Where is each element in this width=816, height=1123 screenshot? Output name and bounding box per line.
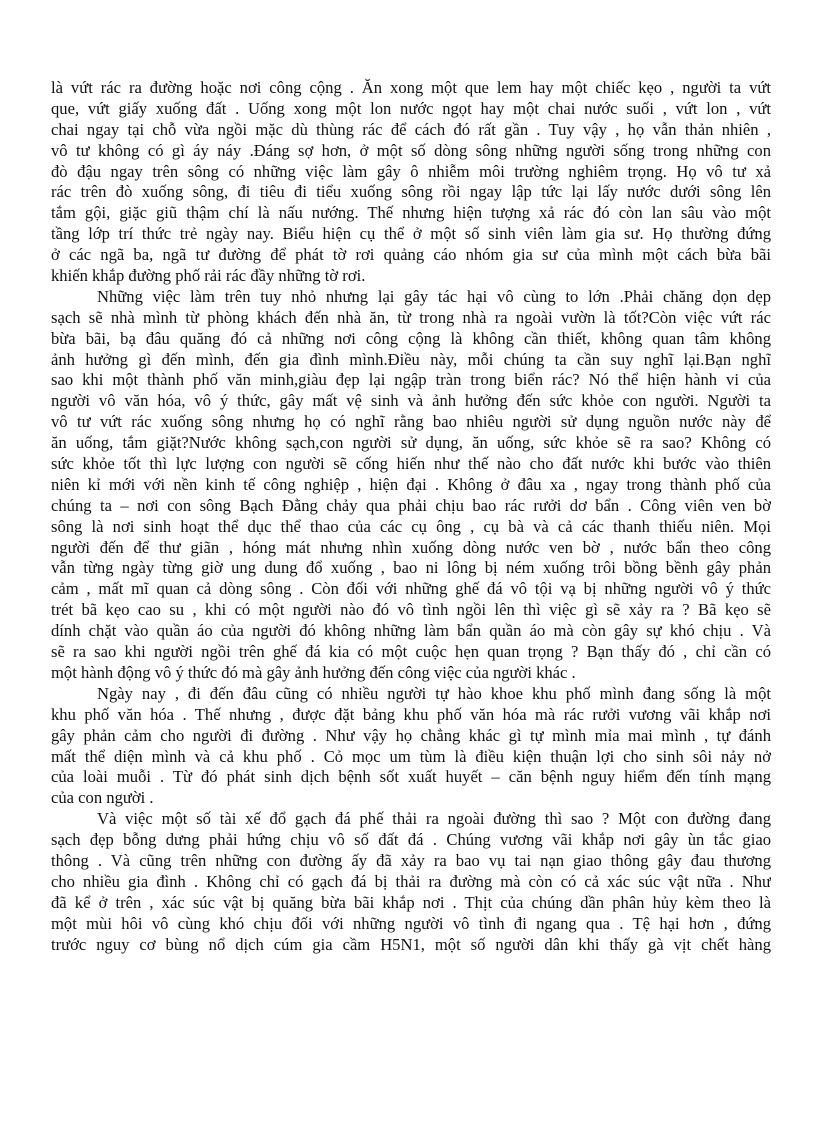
- text-line: cảm , mất mĩ quan cả dòng sông . Còn đối với những ghế đá vô tội vạ bị những người vô ý thức: [51, 579, 771, 599]
- text-line: rác trên đò xuống sông, đi tiêu đi tiểu xuống sông rồi ngay lập tức lại lấy nước dưới sông lên: [51, 182, 771, 202]
- text-line: sức khỏe tốt thì lực lượng con người sẽ cống hiến như thế nào cho đất nước khi bước vào thiên: [51, 454, 771, 474]
- text-line: đò đậu ngay trên sông có những việc làm gây ô nhiễm môi trường nghiêm trọng. Họ vô tư xả: [51, 161, 771, 181]
- text-line: bừa bãi, bạ đâu quăng đó cả những nơi công cộng là không cần thiết, không quan tâm không: [51, 328, 771, 348]
- text-line: khu phố văn hóa . Thế nhưng , được đặt bảng khu phố văn hóa mà rác rưởi vương vãi khắp nơi: [51, 704, 771, 724]
- document-body: [51, 78, 771, 955]
- text-line: gây phản cảm cho người đi đường . Như vậy họ chẳng khác gì tự mình mỉa mai mình , tự đánh: [51, 725, 771, 745]
- text-line: trước nguy cơ bùng nổ dịch cúm gia cầm H5N1, một số người dân khi thấy gà vịt chết hàng: [51, 934, 771, 954]
- text-line: là vứt rác ra đường hoặc nơi công cộng . Ăn xong một que lem hay một chiếc kẹo , người ta vứt: [51, 78, 771, 97]
- text-line: người vô văn hóa, vô ý thức, gây mất vệ sinh và ảnh hưởng đến sức khỏe con người. Người ta: [51, 391, 771, 411]
- text-line: người đến để thư giãn , hóng mát nhưng nhìn xuống dòng nước ven bờ , nước bẩn theo công: [51, 537, 771, 557]
- text-line: chúng ta – nơi con sông Bạch Đằng chảy qua phải chịu bao rác rưởi dơ bẩn . Công viên ven bờ: [51, 495, 771, 515]
- text-line: vô tư không có gì áy náy .Đáng sợ hơn, ở một số dòng sông những người sống trong những con: [51, 140, 771, 160]
- text-line: thông . Và cũng trên những con đường ấy đã xảy ra bao vụ tai nạn giao thông gây đau thương: [51, 850, 771, 870]
- text-line: ở các ngã ba, ngã tư đường để phát tờ rơi quảng cáo nhóm gia sư của mình một cách bừa bãi: [51, 245, 771, 265]
- text-line: cho nhiều gia đình . Không chỉ có gạch đá bị thải ra đường mà còn có cả xác súc vật nữa . Như: [51, 871, 771, 891]
- text-line: khiến khắp đường phố rải rác đầy những tờ rơi.: [51, 266, 366, 286]
- text-line: trét bã kẹo cao su , khi có một người nào đó vô tình ngồi lên thì việc gì sẽ xảy ra ? Bã kẹo sẽ: [51, 600, 771, 620]
- text-line: đã kể ở trên , xác súc vật bị quăng bừa bãi khắp nơi . Thịt của chúng dần phân hủy kèm theo là: [51, 892, 771, 912]
- text-line: mất thể diện mình và cả khu phố . Cỏ mọc um tùm là điều kiện thuận lợi cho sinh sôi nảy nở: [51, 746, 771, 766]
- text-line: ăn uống, tắm giặt?Nước không sạch,con người sử dụng, ăn uống, sức khỏe sẽ ra sao? Không có: [51, 433, 771, 453]
- text-line: sạch sẽ nhà mình từ phòng khách đến nhà ăn, từ trong nhà ra ngoài vườn là tốt?Còn việc vứt rác: [51, 307, 771, 327]
- text-line: chai ngay tại chỗ vừa ngồi mặc dù thùng rác để cách đó rất gần . Tuy vậy , họ vẫn thản nhiên ,: [51, 119, 771, 139]
- text-line: sông là nơi sinh hoạt thể dục thể thao của các cụ ông , cụ bà và cả các thanh thiếu niên. Mọi: [51, 516, 771, 536]
- text-line: sao khi một thành phố văn minh,giàu đẹp lại ngập tràn trong biển rác? Nó thể hiện hành vi của: [51, 370, 771, 390]
- text-line: dính chặt vào quần áo của người đó không những làm bẩn quần áo mà còn gây sự khó chịu . Và: [51, 621, 771, 641]
- text-line: niên kỉ mới với nền kinh tế công nghiệp , hiện đại . Không ở đâu xa , ngay trong thành phố của: [51, 474, 771, 494]
- text-line: một mùi hôi vô cùng khó chịu đối với những người vô tình đi ngang qua . Tệ hại hơn , đứng: [51, 913, 771, 933]
- text-line: vẫn từng ngày từng giờ ung dung đổ xuống , bao ni lông bị ném xuống trôi bồng bềnh gây phản: [51, 558, 771, 578]
- text-line: tắm gội, giặc giũ thậm chí là nấu nướng. Thế nhưng hiện tượng xả rác đó còn lan sâu vào một: [51, 203, 771, 223]
- text-line: ảnh hưởng gì đến mình, đến gia đình mình.Điều này, mỗi chúng ta cần suy nghĩ lại.Bạn nghĩ: [51, 349, 771, 369]
- text-line: của con người .: [51, 788, 154, 808]
- paragraph-first-line: Ngày nay , đi đến đâu cũng có nhiều người tự hào khoe khu phố mình đang sống là một: [97, 683, 771, 703]
- text-line: sạch đẹp bỗng dưng phải hứng chịu vô số đất đá . Chúng vương vãi khắp nơi gây ùn tắc giao: [51, 830, 771, 850]
- text-line: tầng lớp trí thức trẻ ngày nay. Biểu hiện cụ thể ở một số sinh viên làm gia sư. Họ thường đứng: [51, 224, 771, 244]
- paragraph-first-line: Những việc làm trên tuy nhỏ nhưng lại gây tác hại vô cùng to lớn .Phải chăng dọn dẹp: [97, 286, 771, 306]
- text-line: sẽ ra sao khi người ngồi trên ghế đá kia có một cuộc hẹn quan trọng ? Bạn thấy đó , chỉ cần có: [51, 642, 771, 662]
- paragraph-first-line: Và việc một số tài xế đổ gạch đá phế thải ra ngoài đường thì sao ? Một con đường đang: [97, 809, 771, 829]
- text-line: vô tư vứt rác xuống sông nhưng họ có nghĩ rằng bao nhiêu người sử dụng nguồn nước này để: [51, 412, 771, 432]
- text-line: một hành động vô ý thức đó mà gây ảnh hưởng đến công việc của người khác .: [51, 662, 576, 682]
- text-line: que, vứt giấy xuống đất . Uống xong một lon nước ngọt hay một chai nước suối , vứt lon , vứt: [51, 98, 771, 118]
- text-line: của loài muỗi . Từ đó phát sinh dịch bệnh sốt xuất huyết – căn bệnh nguy hiểm đến tính mạng: [51, 767, 771, 787]
